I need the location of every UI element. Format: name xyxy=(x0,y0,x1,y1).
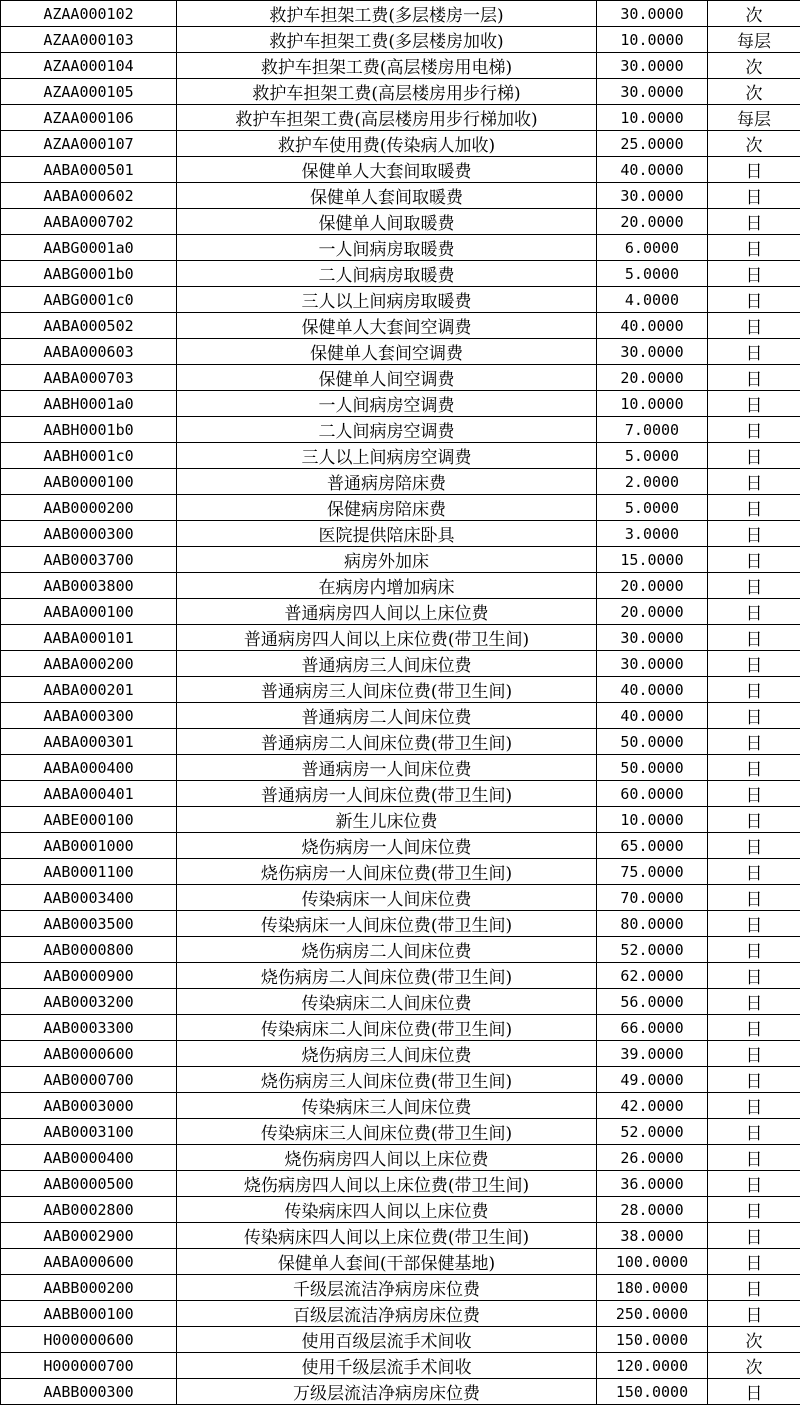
item-code-cell: AAB0000900 xyxy=(1,963,177,989)
item-unit-cell: 次 xyxy=(708,79,800,105)
item-name-cell: 普通病房陪床费 xyxy=(177,469,597,495)
item-unit-cell: 每层 xyxy=(708,105,800,131)
item-name-cell: 普通病房四人间以上床位费(带卫生间) xyxy=(177,625,597,651)
item-name-cell: 保健单人间空调费 xyxy=(177,365,597,391)
item-code-cell: AAB0003500 xyxy=(1,911,177,937)
item-price-cell: 10.0000 xyxy=(597,27,708,53)
item-unit-cell: 日 xyxy=(708,781,800,807)
item-name-cell: 病房外加床 xyxy=(177,547,597,573)
table-row xyxy=(1,885,800,911)
table-row xyxy=(1,547,800,573)
table-row xyxy=(1,677,800,703)
item-code-cell: AAB0000200 xyxy=(1,495,177,521)
item-name-cell: 保健单人大套间取暖费 xyxy=(177,157,597,183)
item-price-cell: 150.0000 xyxy=(597,1327,708,1353)
item-code-cell: AABE000100 xyxy=(1,807,177,833)
item-name-cell: 传染病床二人间床位费(带卫生间) xyxy=(177,1015,597,1041)
item-price-cell: 20.0000 xyxy=(597,209,708,235)
table-row xyxy=(1,1379,800,1405)
item-unit-cell: 日 xyxy=(708,547,800,573)
item-unit-cell: 次 xyxy=(708,1353,800,1379)
item-price-cell: 3.0000 xyxy=(597,521,708,547)
item-name-cell: 普通病房二人间床位费 xyxy=(177,703,597,729)
item-unit-cell: 日 xyxy=(708,521,800,547)
item-price-cell: 50.0000 xyxy=(597,729,708,755)
table-row xyxy=(1,729,800,755)
item-price-cell: 75.0000 xyxy=(597,859,708,885)
item-unit-cell: 日 xyxy=(708,313,800,339)
item-code-cell: AABA000702 xyxy=(1,209,177,235)
item-price-cell: 80.0000 xyxy=(597,911,708,937)
item-unit-cell: 日 xyxy=(708,755,800,781)
item-price-cell: 20.0000 xyxy=(597,599,708,625)
item-name-cell: 普通病房四人间以上床位费 xyxy=(177,599,597,625)
item-unit-cell: 日 xyxy=(708,729,800,755)
item-code-cell: AAB0000100 xyxy=(1,469,177,495)
item-name-cell: 保健单人套间空调费 xyxy=(177,339,597,365)
item-price-cell: 38.0000 xyxy=(597,1223,708,1249)
item-unit-cell: 日 xyxy=(708,443,800,469)
item-unit-cell: 日 xyxy=(708,885,800,911)
table-row xyxy=(1,911,800,937)
table-row xyxy=(1,573,800,599)
item-name-cell: 传染病床三人间床位费(带卫生间) xyxy=(177,1119,597,1145)
table-row xyxy=(1,1,800,27)
table-row xyxy=(1,209,800,235)
item-code-cell: AAB0000300 xyxy=(1,521,177,547)
item-code-cell: AABA000401 xyxy=(1,781,177,807)
item-price-cell: 5.0000 xyxy=(597,443,708,469)
table-row xyxy=(1,859,800,885)
item-unit-cell: 日 xyxy=(708,183,800,209)
item-price-cell: 39.0000 xyxy=(597,1041,708,1067)
item-price-cell: 60.0000 xyxy=(597,781,708,807)
item-code-cell: AAB0003700 xyxy=(1,547,177,573)
item-price-cell: 36.0000 xyxy=(597,1171,708,1197)
item-unit-cell: 日 xyxy=(708,1275,800,1301)
item-price-cell: 40.0000 xyxy=(597,313,708,339)
item-price-cell: 26.0000 xyxy=(597,1145,708,1171)
item-unit-cell: 日 xyxy=(708,1197,800,1223)
item-name-cell: 救护车使用费(传染病人加收) xyxy=(177,131,597,157)
item-name-cell: 烧伤病房三人间床位费 xyxy=(177,1041,597,1067)
table-row xyxy=(1,443,800,469)
item-unit-cell: 日 xyxy=(708,339,800,365)
table-row xyxy=(1,833,800,859)
item-unit-cell: 次 xyxy=(708,131,800,157)
table-row xyxy=(1,469,800,495)
item-name-cell: 救护车担架工费(高层楼房用步行梯加收) xyxy=(177,105,597,131)
item-unit-cell: 日 xyxy=(708,911,800,937)
table-row xyxy=(1,183,800,209)
item-price-cell: 65.0000 xyxy=(597,833,708,859)
item-price-cell: 28.0000 xyxy=(597,1197,708,1223)
item-code-cell: AAB0000700 xyxy=(1,1067,177,1093)
item-unit-cell: 每层 xyxy=(708,27,800,53)
item-code-cell: AABA000200 xyxy=(1,651,177,677)
item-price-cell: 2.0000 xyxy=(597,469,708,495)
table-row xyxy=(1,131,800,157)
item-unit-cell: 日 xyxy=(708,495,800,521)
item-name-cell: 烧伤病房四人间以上床位费(带卫生间) xyxy=(177,1171,597,1197)
item-price-cell: 40.0000 xyxy=(597,703,708,729)
item-name-cell: 烧伤病房一人间床位费 xyxy=(177,833,597,859)
table-row xyxy=(1,807,800,833)
item-unit-cell: 日 xyxy=(708,677,800,703)
item-price-cell: 100.0000 xyxy=(597,1249,708,1275)
item-code-cell: AABB000100 xyxy=(1,1301,177,1327)
table-row xyxy=(1,937,800,963)
item-name-cell: 保健单人套间(干部保健基地) xyxy=(177,1249,597,1275)
table-row xyxy=(1,1015,800,1041)
item-name-cell: 保健单人间取暖费 xyxy=(177,209,597,235)
table-row xyxy=(1,1145,800,1171)
item-code-cell: AABA000100 xyxy=(1,599,177,625)
table-row xyxy=(1,599,800,625)
item-unit-cell: 日 xyxy=(708,651,800,677)
fee-table-body xyxy=(1,1,800,1405)
item-name-cell: 传染病床四人间以上床位费(带卫生间) xyxy=(177,1223,597,1249)
item-price-cell: 10.0000 xyxy=(597,807,708,833)
item-price-cell: 20.0000 xyxy=(597,573,708,599)
item-name-cell: 普通病房一人间床位费(带卫生间) xyxy=(177,781,597,807)
table-row xyxy=(1,79,800,105)
item-price-cell: 5.0000 xyxy=(597,495,708,521)
item-price-cell: 6.0000 xyxy=(597,235,708,261)
item-code-cell: AZAA000107 xyxy=(1,131,177,157)
item-name-cell: 保健病房陪床费 xyxy=(177,495,597,521)
item-name-cell: 在病房内增加病床 xyxy=(177,573,597,599)
table-row xyxy=(1,391,800,417)
table-row xyxy=(1,27,800,53)
item-code-cell: AAB0003800 xyxy=(1,573,177,599)
item-price-cell: 25.0000 xyxy=(597,131,708,157)
item-code-cell: AAB0003000 xyxy=(1,1093,177,1119)
item-code-cell: AAB0003200 xyxy=(1,989,177,1015)
item-name-cell: 保健单人套间取暖费 xyxy=(177,183,597,209)
table-row xyxy=(1,1119,800,1145)
item-name-cell: 传染病床一人间床位费(带卫生间) xyxy=(177,911,597,937)
item-unit-cell: 日 xyxy=(708,469,800,495)
item-unit-cell: 日 xyxy=(708,937,800,963)
item-unit-cell: 次 xyxy=(708,1,800,27)
item-price-cell: 40.0000 xyxy=(597,157,708,183)
item-price-cell: 30.0000 xyxy=(597,1,708,27)
item-unit-cell: 日 xyxy=(708,807,800,833)
item-name-cell: 传染病床三人间床位费 xyxy=(177,1093,597,1119)
table-row xyxy=(1,365,800,391)
item-unit-cell: 日 xyxy=(708,1379,800,1405)
item-unit-cell: 日 xyxy=(708,417,800,443)
table-row xyxy=(1,755,800,781)
item-code-cell: AABA000301 xyxy=(1,729,177,755)
item-unit-cell: 日 xyxy=(708,287,800,313)
item-code-cell: AZAA000102 xyxy=(1,1,177,27)
item-unit-cell: 日 xyxy=(708,833,800,859)
item-unit-cell: 日 xyxy=(708,573,800,599)
table-row xyxy=(1,703,800,729)
item-price-cell: 30.0000 xyxy=(597,651,708,677)
item-code-cell: AAB0000500 xyxy=(1,1171,177,1197)
item-name-cell: 传染病床四人间以上床位费 xyxy=(177,1197,597,1223)
table-row xyxy=(1,417,800,443)
table-row xyxy=(1,1249,800,1275)
item-name-cell: 使用百级层流手术间收 xyxy=(177,1327,597,1353)
item-price-cell: 30.0000 xyxy=(597,625,708,651)
item-unit-cell: 日 xyxy=(708,703,800,729)
item-unit-cell: 日 xyxy=(708,963,800,989)
item-unit-cell: 日 xyxy=(708,157,800,183)
item-name-cell: 普通病房三人间床位费 xyxy=(177,651,597,677)
item-code-cell: AABB000200 xyxy=(1,1275,177,1301)
item-price-cell: 7.0000 xyxy=(597,417,708,443)
table-row xyxy=(1,157,800,183)
item-unit-cell: 次 xyxy=(708,1327,800,1353)
item-unit-cell: 日 xyxy=(708,989,800,1015)
item-price-cell: 66.0000 xyxy=(597,1015,708,1041)
item-name-cell: 救护车担架工费(多层楼房一层) xyxy=(177,1,597,27)
item-unit-cell: 日 xyxy=(708,1223,800,1249)
table-row xyxy=(1,53,800,79)
item-name-cell: 烧伤病房一人间床位费(带卫生间) xyxy=(177,859,597,885)
item-unit-cell: 日 xyxy=(708,365,800,391)
item-unit-cell: 日 xyxy=(708,1119,800,1145)
item-code-cell: AABH0001c0 xyxy=(1,443,177,469)
item-price-cell: 52.0000 xyxy=(597,1119,708,1145)
table-row xyxy=(1,313,800,339)
table-row xyxy=(1,1353,800,1379)
item-code-cell: AAB0000800 xyxy=(1,937,177,963)
item-code-cell: AZAA000106 xyxy=(1,105,177,131)
item-code-cell: AABG0001b0 xyxy=(1,261,177,287)
item-code-cell: AAB0001100 xyxy=(1,859,177,885)
item-code-cell: AABA000600 xyxy=(1,1249,177,1275)
item-unit-cell: 日 xyxy=(708,1249,800,1275)
item-price-cell: 52.0000 xyxy=(597,937,708,963)
item-code-cell: AABA000602 xyxy=(1,183,177,209)
item-unit-cell: 日 xyxy=(708,1145,800,1171)
item-name-cell: 千级层流洁净病房床位费 xyxy=(177,1275,597,1301)
item-code-cell: AAB0002900 xyxy=(1,1223,177,1249)
item-code-cell: AAB0001000 xyxy=(1,833,177,859)
item-unit-cell: 日 xyxy=(708,1171,800,1197)
item-name-cell: 三人以上间病房取暖费 xyxy=(177,287,597,313)
item-unit-cell: 日 xyxy=(708,1301,800,1327)
item-unit-cell: 日 xyxy=(708,1041,800,1067)
item-price-cell: 15.0000 xyxy=(597,547,708,573)
item-price-cell: 20.0000 xyxy=(597,365,708,391)
item-price-cell: 50.0000 xyxy=(597,755,708,781)
table-row xyxy=(1,963,800,989)
table-row xyxy=(1,1327,800,1353)
item-code-cell: AABA000400 xyxy=(1,755,177,781)
item-name-cell: 救护车担架工费(高层楼房用步行梯) xyxy=(177,79,597,105)
item-price-cell: 4.0000 xyxy=(597,287,708,313)
table-row xyxy=(1,339,800,365)
item-name-cell: 普通病房二人间床位费(带卫生间) xyxy=(177,729,597,755)
table-row xyxy=(1,1275,800,1301)
item-name-cell: 百级层流洁净病房床位费 xyxy=(177,1301,597,1327)
table-row xyxy=(1,1197,800,1223)
item-code-cell: AAB0000400 xyxy=(1,1145,177,1171)
table-row xyxy=(1,781,800,807)
item-name-cell: 传染病床一人间床位费 xyxy=(177,885,597,911)
item-name-cell: 普通病房一人间床位费 xyxy=(177,755,597,781)
item-unit-cell: 日 xyxy=(708,599,800,625)
item-price-cell: 5.0000 xyxy=(597,261,708,287)
item-code-cell: AABA000502 xyxy=(1,313,177,339)
item-price-cell: 30.0000 xyxy=(597,183,708,209)
item-unit-cell: 日 xyxy=(708,859,800,885)
item-price-cell: 42.0000 xyxy=(597,1093,708,1119)
item-price-cell: 70.0000 xyxy=(597,885,708,911)
item-name-cell: 使用千级层流手术间收 xyxy=(177,1353,597,1379)
table-row xyxy=(1,989,800,1015)
item-name-cell: 二人间病房取暖费 xyxy=(177,261,597,287)
item-name-cell: 烧伤病房三人间床位费(带卫生间) xyxy=(177,1067,597,1093)
item-name-cell: 一人间病房取暖费 xyxy=(177,235,597,261)
item-unit-cell: 日 xyxy=(708,1067,800,1093)
item-name-cell: 救护车担架工费(多层楼房加收) xyxy=(177,27,597,53)
table-row xyxy=(1,1223,800,1249)
table-row xyxy=(1,651,800,677)
item-code-cell: AABA000201 xyxy=(1,677,177,703)
item-price-cell: 40.0000 xyxy=(597,677,708,703)
item-price-cell: 30.0000 xyxy=(597,79,708,105)
item-code-cell: AABA000603 xyxy=(1,339,177,365)
item-price-cell: 180.0000 xyxy=(597,1275,708,1301)
item-name-cell: 三人以上间病房空调费 xyxy=(177,443,597,469)
item-price-cell: 56.0000 xyxy=(597,989,708,1015)
item-name-cell: 烧伤病房四人间以上床位费 xyxy=(177,1145,597,1171)
item-unit-cell: 日 xyxy=(708,261,800,287)
table-row xyxy=(1,1171,800,1197)
table-row xyxy=(1,495,800,521)
table-row xyxy=(1,1041,800,1067)
item-name-cell: 二人间病房空调费 xyxy=(177,417,597,443)
item-name-cell: 救护车担架工费(高层楼房用电梯) xyxy=(177,53,597,79)
item-name-cell: 一人间病房空调费 xyxy=(177,391,597,417)
item-code-cell: AABG0001a0 xyxy=(1,235,177,261)
table-row xyxy=(1,1067,800,1093)
item-code-cell: AAB0000600 xyxy=(1,1041,177,1067)
item-code-cell: AABH0001b0 xyxy=(1,417,177,443)
item-code-cell: AAB0002800 xyxy=(1,1197,177,1223)
table-row xyxy=(1,235,800,261)
item-name-cell: 新生儿床位费 xyxy=(177,807,597,833)
item-code-cell: AAB0003300 xyxy=(1,1015,177,1041)
item-price-cell: 30.0000 xyxy=(597,339,708,365)
item-unit-cell: 日 xyxy=(708,625,800,651)
item-price-cell: 150.0000 xyxy=(597,1379,708,1405)
item-name-cell: 万级层流洁净病房床位费 xyxy=(177,1379,597,1405)
table-row xyxy=(1,261,800,287)
item-name-cell: 保健单人大套间空调费 xyxy=(177,313,597,339)
item-code-cell: AABB000300 xyxy=(1,1379,177,1405)
item-code-cell: AZAA000104 xyxy=(1,53,177,79)
item-code-cell: H000000600 xyxy=(1,1327,177,1353)
table-row xyxy=(1,105,800,131)
item-unit-cell: 日 xyxy=(708,391,800,417)
table-row xyxy=(1,625,800,651)
item-code-cell: AAB0003100 xyxy=(1,1119,177,1145)
table-row xyxy=(1,521,800,547)
table-row xyxy=(1,287,800,313)
item-price-cell: 49.0000 xyxy=(597,1067,708,1093)
item-price-cell: 62.0000 xyxy=(597,963,708,989)
item-code-cell: AABA000300 xyxy=(1,703,177,729)
item-price-cell: 10.0000 xyxy=(597,105,708,131)
item-price-cell: 30.0000 xyxy=(597,53,708,79)
item-price-cell: 250.0000 xyxy=(597,1301,708,1327)
item-unit-cell: 日 xyxy=(708,235,800,261)
item-name-cell: 普通病房三人间床位费(带卫生间) xyxy=(177,677,597,703)
item-code-cell: AABH0001a0 xyxy=(1,391,177,417)
item-unit-cell: 次 xyxy=(708,53,800,79)
item-name-cell: 传染病床二人间床位费 xyxy=(177,989,597,1015)
item-name-cell: 烧伤病房二人间床位费 xyxy=(177,937,597,963)
item-code-cell: H000000700 xyxy=(1,1353,177,1379)
item-code-cell: AZAA000105 xyxy=(1,79,177,105)
table-row xyxy=(1,1093,800,1119)
item-name-cell: 医院提供陪床卧具 xyxy=(177,521,597,547)
item-name-cell: 烧伤病房二人间床位费(带卫生间) xyxy=(177,963,597,989)
item-unit-cell: 日 xyxy=(708,1015,800,1041)
item-price-cell: 120.0000 xyxy=(597,1353,708,1379)
item-code-cell: AABA000703 xyxy=(1,365,177,391)
item-code-cell: AABG0001c0 xyxy=(1,287,177,313)
item-code-cell: AABA000501 xyxy=(1,157,177,183)
item-unit-cell: 日 xyxy=(708,209,800,235)
item-code-cell: AAB0003400 xyxy=(1,885,177,911)
item-code-cell: AZAA000103 xyxy=(1,27,177,53)
item-unit-cell: 日 xyxy=(708,1093,800,1119)
item-price-cell: 10.0000 xyxy=(597,391,708,417)
item-code-cell: AABA000101 xyxy=(1,625,177,651)
